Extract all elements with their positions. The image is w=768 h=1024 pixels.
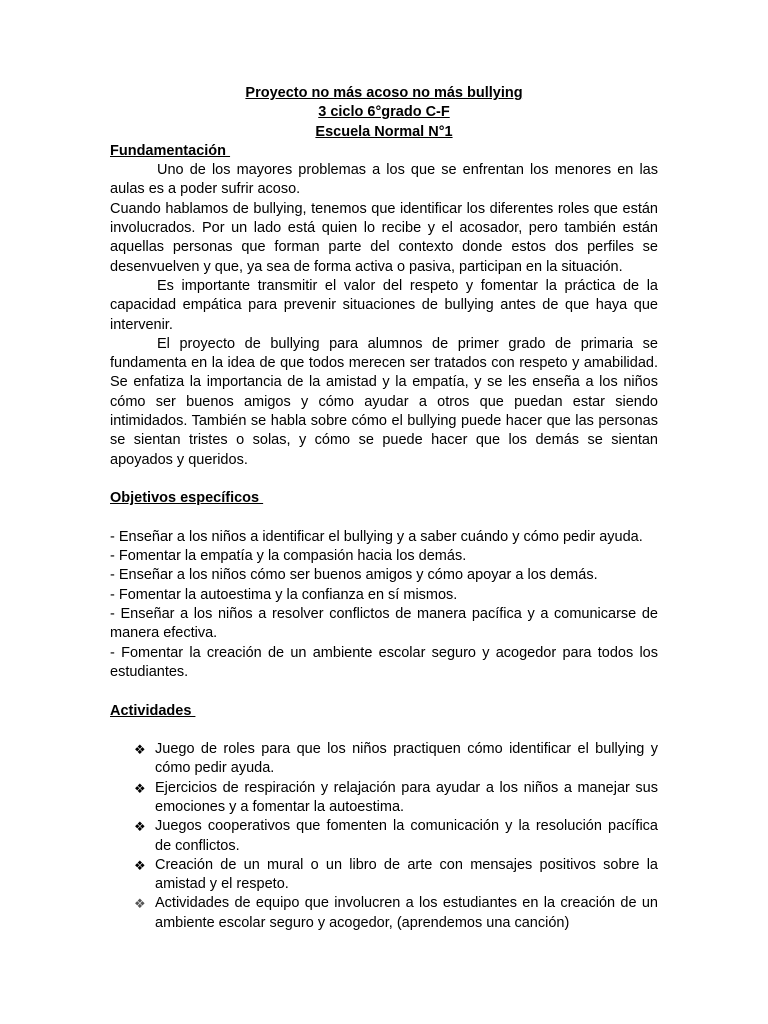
fundamentacion-paragraph: Cuando hablamos de bullying, tenemos que identificar los diferentes roles que están involucrados. Por un lado está quien lo recibe y el acosador, pero también están aquellas personas que forman parte del contexto donde estos dos perfiles se desenvuelven y que, ya sea de forma activa o pasiva, participan en la situación.: [110, 200, 658, 275]
diamond-bullet-icon: ❖: [134, 857, 146, 873]
document-title: Proyecto no más acoso no más bullying: [245, 85, 523, 101]
spacer: [110, 509, 658, 528]
spacer: [110, 721, 658, 740]
activity-item: [134, 894, 658, 933]
activity-text: Ejercicios de respiración y relajación para ayudar a los niños a manejar sus emociones y a fomentar la autoestima.: [155, 779, 658, 815]
actividades-heading: Actividades: [110, 702, 196, 719]
fundamentacion-paragraph: El proyecto de bullying para alumnos de primer grado de primaria se fundamenta en la idea de que todos merecen ser tratados con respeto y amabilidad. Se enfatiza la importancia de la amistad y la empatía, y se les enseña a los niños cómo ser buenos amigos y cómo ayudar a otros que puedan estar siendo intimidados. También se habla sobre cómo el bullying puede hacer que las personas se sientan tristes o solas, y cómo se puede hacer que los demás se sientan apoyados y queridos.: [110, 335, 658, 468]
activity-text: Actividades de equipo que involucren a los estudiantes en la creación de un ambiente escolar seguro y acogedor, (aprendemos una canción): [155, 895, 658, 931]
activity-item: [134, 817, 658, 856]
activity-item: [134, 779, 658, 818]
objective-item: - Fomentar la empatía y la compasión hacia los demás.: [110, 548, 467, 565]
objective-item: - Enseñar a los niños a identificar el bullying y a saber cuándo y cómo pedir ayuda.: [110, 528, 643, 545]
document-page: [110, 84, 658, 933]
diamond-bullet-icon: ❖: [134, 819, 146, 835]
diamond-bullet-icon: ❖: [134, 896, 146, 912]
school-name: Escuela Normal N°1: [315, 123, 453, 140]
objective-item: - Fomentar la creación de un ambiente escolar seguro y acogedor para todos los estudiantes.: [110, 644, 658, 680]
fundamentacion-heading: Fundamentación: [110, 142, 231, 159]
grade-line: 3 ciclo 6°grado C-F: [318, 104, 450, 121]
activities-list: [110, 740, 658, 933]
fundamentacion-paragraph: Uno de los mayores problemas a los que se enfrentan los menores en las aulas es a poder sufrir acoso.: [110, 162, 658, 198]
objective-item: - Enseñar a los niños cómo ser buenos amigos y cómo apoyar a los demás.: [110, 567, 598, 584]
fundamentacion-paragraph: Es importante transmitir el valor del respeto y fomentar la práctica de la capacidad empática para prevenir situaciones de bullying antes de que haya que intervenir.: [110, 277, 658, 333]
objetivos-heading: Objetivos específicos: [110, 490, 264, 507]
spacer: [110, 470, 658, 489]
activity-item: [134, 740, 658, 779]
objective-item: - Enseñar a los niños a resolver conflictos de manera pacífica y a comunicarse de manera efectiva.: [110, 606, 658, 642]
activity-text: Creación de un mural o un libro de arte con mensajes positivos sobre la amistad y el respeto.: [155, 856, 658, 893]
activity-text: Juego de roles para que los niños practiquen cómo identificar el bullying y cómo pedir ayuda.: [155, 741, 658, 777]
title-block: [110, 84, 658, 142]
spacer: [110, 682, 658, 701]
diamond-bullet-icon: ❖: [134, 742, 146, 758]
activity-item: [134, 856, 658, 895]
activity-text: Juegos cooperativos que fomenten la comunicación y la resolución pacífica de conflictos.: [155, 818, 658, 854]
objective-item: - Fomentar la autoestima y la confianza en sí mismos.: [110, 586, 458, 603]
diamond-bullet-icon: ❖: [134, 780, 146, 796]
